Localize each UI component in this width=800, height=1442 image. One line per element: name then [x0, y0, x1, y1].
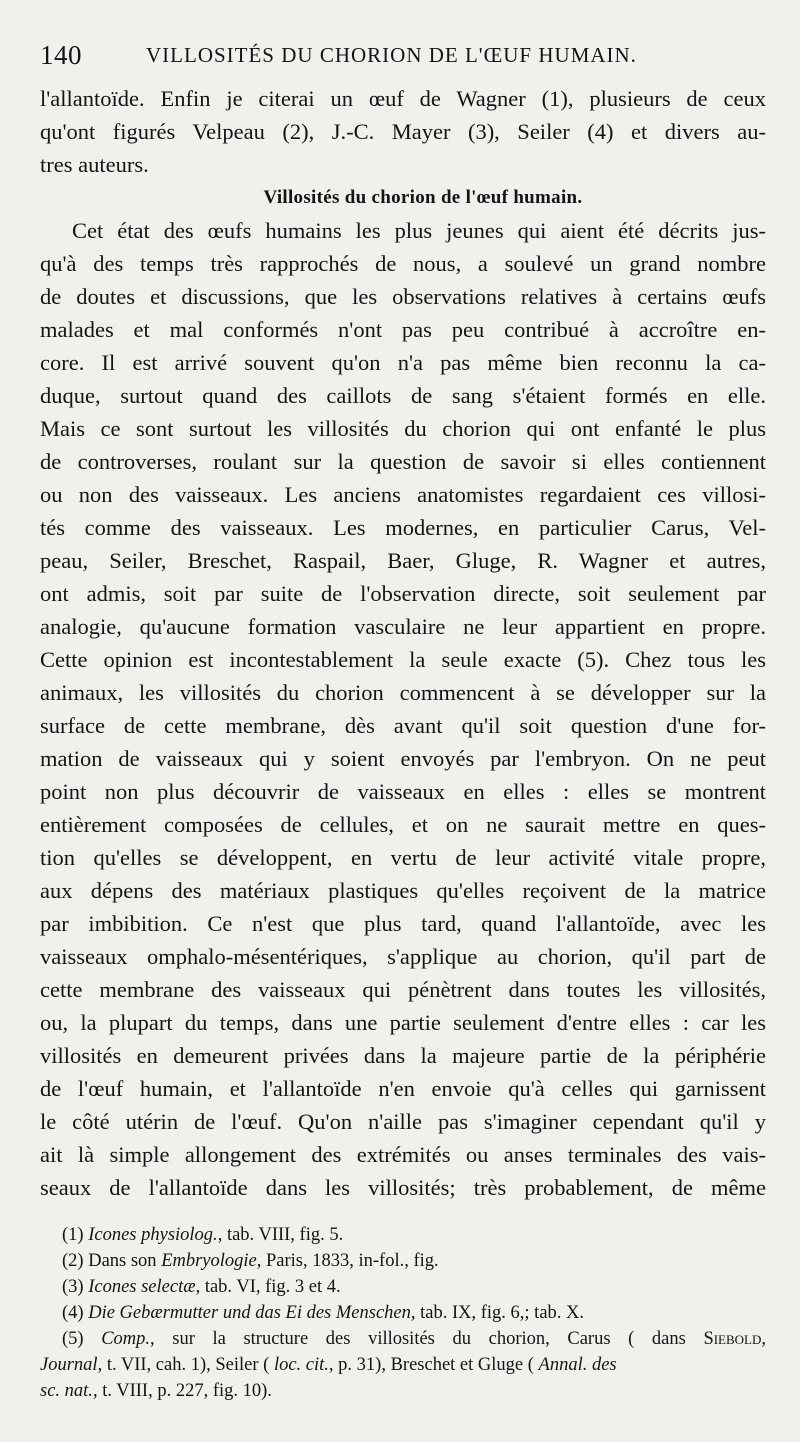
- text-line: duque, surtout quand des caillots de sang s'étaient formés en elle.: [40, 383, 766, 408]
- text-line: qu'à des temps très rapprochés de nous, a soulevé un grand nombre: [40, 251, 766, 276]
- text-line: animaux, les villosités du chorion commencent à se développer sur la: [40, 680, 766, 705]
- footnote-1: (1) Icones physiolog., tab. VIII, fig. 5.: [62, 1225, 344, 1245]
- text-line: entièrement composées de cellules, et on ne saurait mettre en ques-: [40, 812, 766, 837]
- text-line: ou non des vaisseaux. Les anciens anatomistes regardaient ces villosi-: [40, 482, 766, 507]
- text-line: cette membrane des vaisseaux qui pénètrent dans toutes les villosités,: [40, 977, 766, 1002]
- text-line: mation de vaisseaux qui y soient envoyés par l'embryon. On ne peut: [40, 746, 766, 771]
- footnotes: [40, 1222, 766, 1404]
- text-line: ou, la plupart du temps, dans une partie seulement d'entre elles : car les: [40, 1010, 766, 1035]
- text-line: Cette opinion est incontestablement la seule exacte (5). Chez tous les: [40, 647, 766, 672]
- text-line: aux dépens des matériaux plastiques qu'elles reçoivent de la matrice: [40, 878, 766, 903]
- page-number: 140: [40, 40, 82, 70]
- text-line: analogie, qu'aucune formation vasculaire ne leur appartient en propre.: [40, 614, 766, 639]
- text-line: ait là simple allongement des extrémités ou anses terminales des vais-: [40, 1142, 766, 1167]
- text-line: de doutes et discussions, que les observations relatives à certains œufs: [40, 284, 766, 309]
- text-line: malades et mal conformés n'ont pas peu contribué à accroître en-: [40, 317, 766, 342]
- text-line: de controverses, roulant sur la question de savoir si elles contiennent: [40, 449, 766, 474]
- text-line: vaisseaux omphalo-mésentériques, s'applique au chorion, qu'il part de: [40, 944, 766, 969]
- text-line: Cet état des œufs humains les plus jeunes qui aient été décrits jus-: [72, 218, 766, 243]
- page-header: [40, 40, 766, 74]
- running-head: VILLOSITÉS DU CHORION DE L'ŒUF HUMAIN.: [146, 43, 637, 67]
- text-line: point non plus découvrir de vaisseaux en elles : elles se montrent: [40, 779, 766, 804]
- text-line: de l'œuf humain, et l'allantoïde n'en envoie qu'à celles qui garnissent: [40, 1076, 766, 1101]
- footnote-2: (2) Dans son Embryologie, Paris, 1833, in-fol., fig.: [62, 1251, 439, 1271]
- text-line: tres auteurs.: [40, 152, 149, 177]
- text-line: peau, Seiler, Breschet, Raspail, Baer, Gluge, R. Wagner et autres,: [40, 548, 766, 573]
- footnote-4: (4) Die Gebærmutter und das Ei des Menschen, tab. IX, fig. 6,; tab. X.: [62, 1303, 585, 1323]
- text-line: ont admis, soit par suite de l'observation directe, soit seulement par: [40, 581, 766, 606]
- footnote-5-end: sc. nat., t. VIII, p. 227, fig. 10).: [40, 1381, 272, 1401]
- text-line: tés comme des vaisseaux. Les modernes, en particulier Carus, Vel-: [40, 515, 766, 540]
- main-text: [40, 82, 766, 1204]
- text-line: tion qu'elles se développent, en vertu de leur activité vitale propre,: [40, 845, 766, 870]
- text-line: villosités en demeurent privées dans la majeure partie de la périphérie: [40, 1043, 766, 1068]
- text-line: par imbibition. Ce n'est que plus tard, quand l'allantoïde, avec les: [40, 911, 766, 936]
- text-line: Mais ce sont surtout les villosités du chorion qui ont enfanté le plus: [40, 416, 766, 441]
- text-line: seaux de l'allantoïde dans les villosités; très probablement, de même: [40, 1175, 766, 1200]
- footnote-5: (5) Comp., sur la structure des villosités du chorion, Carus ( dans Siebold,: [62, 1329, 767, 1349]
- text-line: l'allantoïde. Enfin je citerai un œuf de Wagner (1), plusieurs de ceux: [40, 86, 766, 111]
- text-line: surface de cette membrane, dès avant qu'il soit question d'une for-: [40, 713, 766, 738]
- section-title: Villosités du chorion de l'œuf humain.: [263, 187, 583, 208]
- text-line: core. Il est arrivé souvent qu'on n'a pas même bien reconnu la ca-: [40, 350, 766, 375]
- footnote-5-continued: Journal, t. VII, cah. 1), Seiler ( loc. cit., p. 31), Breschet et Gluge ( Annal. des: [40, 1355, 617, 1375]
- footnote-3: (3) Icones selectæ, tab. VI, fig. 3 et 4.: [62, 1277, 341, 1297]
- text-line: qu'ont figurés Velpeau (2), J.-C. Mayer (3), Seiler (4) et divers au-: [40, 119, 766, 144]
- text-line: le côté utérin de l'œuf. Qu'on n'aille pas s'imaginer cependant qu'il y: [40, 1109, 766, 1134]
